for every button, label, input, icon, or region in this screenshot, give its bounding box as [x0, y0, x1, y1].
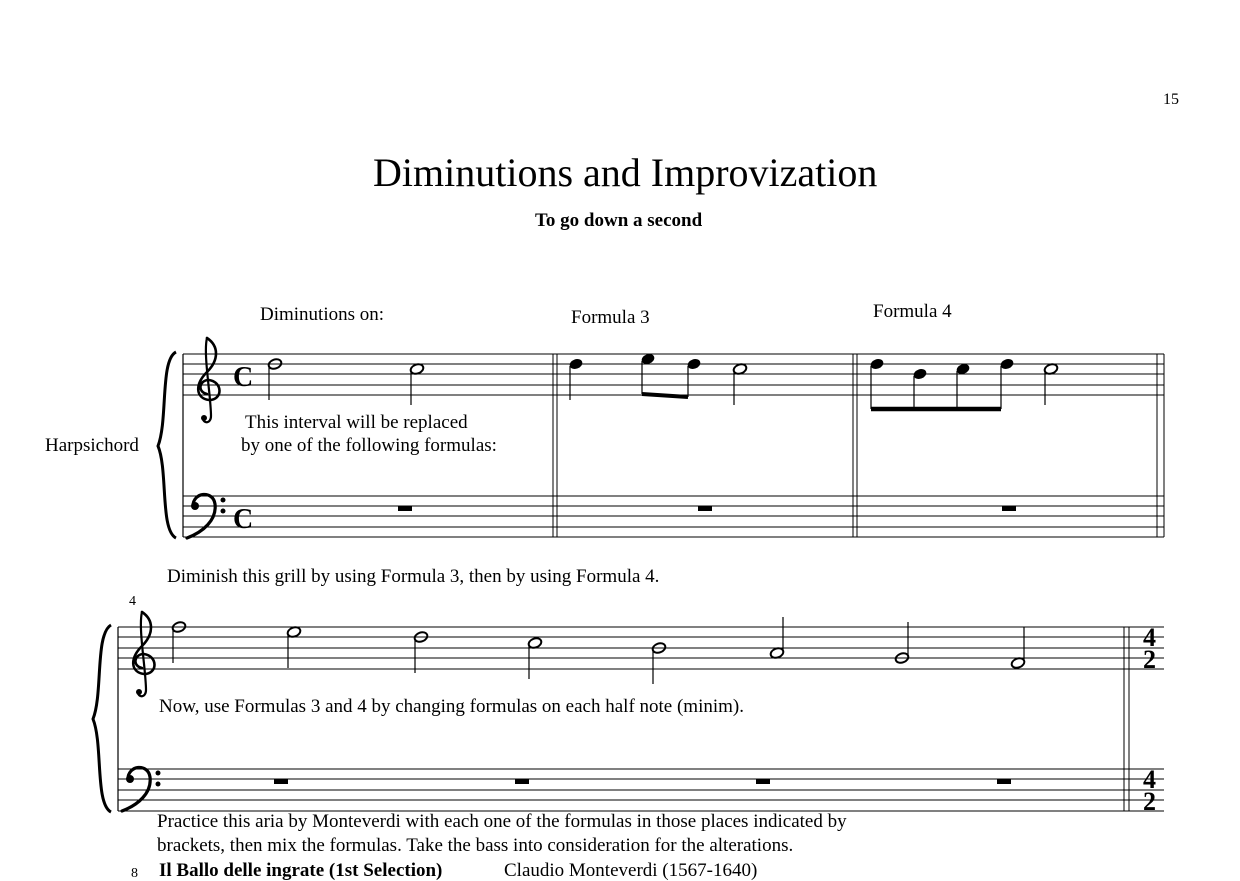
interval-note-line-2: by one of the following formulas: [241, 435, 497, 456]
system2-bass-time-top: 4 [1143, 765, 1156, 794]
instruction-practice-1: Practice this aria by Monteverdi with each one of the formulas in those places indicated by [157, 811, 847, 832]
system2-treble-clef [133, 612, 154, 696]
page-subtitle: To go down a second [535, 210, 703, 231]
system1-measure1-notes [267, 358, 424, 405]
system2-treble-time-top: 4 [1143, 623, 1156, 652]
page-title: Diminutions and Improvization [373, 150, 878, 195]
measure-number-8: 8 [131, 866, 138, 881]
instruction-diminish: Diminish this grill by using Formula 3, then by using Formula 4. [167, 566, 660, 587]
system2-bass-clef [122, 767, 161, 811]
label-formula-3: Formula 3 [571, 307, 650, 328]
interval-note-line-1: This interval will be replaced [245, 412, 468, 433]
system2-double-barline [1124, 627, 1129, 811]
system2-brace [93, 625, 111, 812]
system1-formula4-notes [870, 358, 1059, 409]
system1-rest-m1 [398, 506, 412, 511]
system2-bass-time-bottom: 2 [1143, 787, 1156, 816]
system1-rest-m3 [1002, 506, 1016, 511]
instruction-practice-2: brackets, then mix the formulas. Take the bass into consideration for the alterations. [157, 835, 794, 856]
instrument-name: Harpsichord [45, 435, 139, 456]
measure-number-4: 4 [129, 594, 136, 609]
system1-treble-staff [183, 354, 1164, 395]
system1-double-barline-2 [853, 354, 857, 537]
label-formula-4: Formula 4 [873, 301, 952, 322]
system1-bass-time: C [233, 504, 254, 535]
system2-treble-staff [118, 627, 1164, 669]
system1-rest-m2 [698, 506, 712, 511]
system1-formula3-notes [569, 353, 748, 405]
piece-composer: Claudio Monteverdi (1567-1640) [504, 860, 758, 881]
system1-treble-time: C [233, 362, 254, 393]
system2-treble-time-bottom: 2 [1143, 645, 1156, 674]
system1-final-barline [1157, 354, 1164, 537]
label-diminutions-on: Diminutions on: [260, 304, 385, 325]
system1-treble-clef [198, 338, 219, 422]
system1-bass-staff [183, 496, 1164, 537]
piece-title: Il Ballo delle ingrate (1st Selection) [159, 860, 443, 881]
page-number: 15 [1163, 91, 1179, 108]
system1-double-barline-1 [553, 354, 557, 537]
instruction-alternate: Now, use Formulas 3 and 4 by changing formulas on each half note (minim). [159, 696, 745, 717]
system2-bass-staff [118, 769, 1164, 811]
system2-bass-rests [274, 779, 1011, 784]
system1-brace [158, 352, 176, 538]
